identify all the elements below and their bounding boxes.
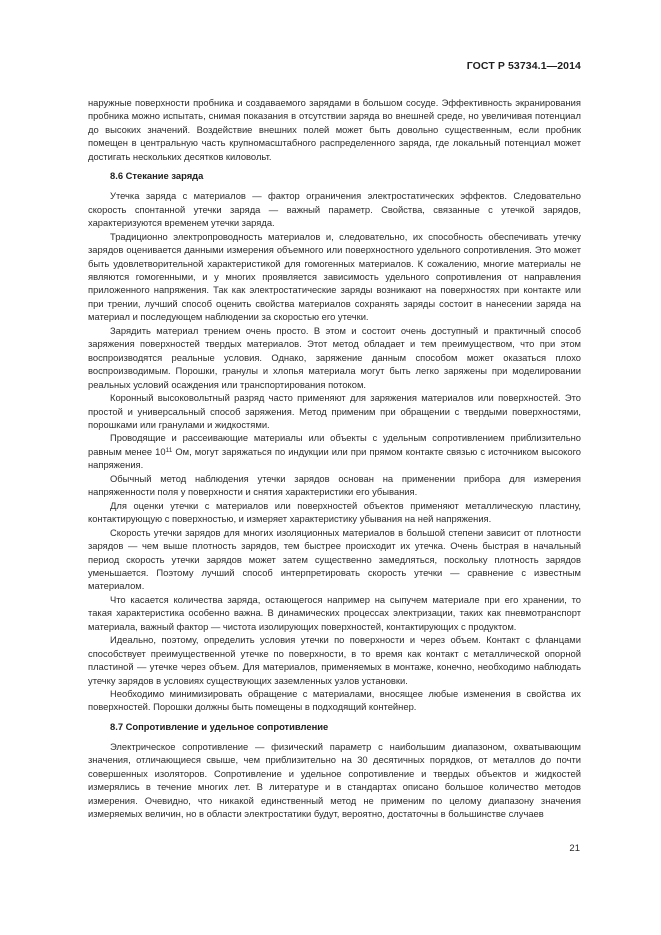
paragraph: Для оценки утечки с материалов или поверхностей объектов применяют металлическую пластину, контактирующую с поверхностью, и измеряет характеристику убывания на ней напряжения.: [88, 499, 581, 525]
paragraph: Что касается количества заряда, остающегося например на сыпучем материале при его хранении, то такая характеристика особенно важна. В динамических процессах электризации, таких как пневмотранспорт материала, важный фактор — чистота изолирующих поверхностей, контактирующих с продуктом.: [88, 593, 581, 632]
document-id-header: ГОСТ Р 53734.1—2014: [466, 60, 581, 72]
paragraph: Электрическое сопротивление — физический параметр с наибольшим диапазоном, охватывающим значения, отличающиеся свыше, чем приблизительно на 30 десятичных порядков, от металлов до почти совершенных изоляторов. Сопротивление и удельное сопротивление и твердых объектов и жидкостей измерялись в течение многих лет. В литературе и в стандартах описано большое количество методов измерения. Очевидно, что никакой единственный метод не применим по целому диапазону значения измеряемых величин, но в области электростатики будут, вероятно, достаточны в большинстве случаев: [88, 740, 581, 820]
paragraph: Утечка заряда с материалов — фактор ограничения электростатических эффектов. Следовательно скорость спонтанной утечки заряда — важный параметр. Свойства, связанные с утечкой зарядов, характеризуются временем утечки заряда.: [88, 190, 581, 229]
paragraph: Зарядить материал трением очень просто. В этом и состоит очень доступный и практичный способ заряжения поверхностей твердых материалов. Этот метод обладает и тем преимуществом, что при этом воспроизводятся реальные условия. Однако, заряжение данным способом может оказаться плохо воспроизводимым. Порошки, гранулы и хлопья материала могут быть легко заряжены при моделировании реальных условий осаждения или транспортирования потоком.: [88, 324, 581, 390]
page-content: [88, 96, 581, 821]
paragraph: Коронный высоковольтный разряд часто применяют для заряжения материалов или поверхностей. Это простой и универсальный способ заряжения. Метод применим при обращении с твердыми поверхностями, порошками или гранулами и жидкостями.: [88, 392, 581, 430]
paragraph: Скорость утечки зарядов для многих изоляционных материалов в большой степени зависит от плотности зарядов — чем выше плотность зарядов, тем быстрее происходит их утечка. Очень быстрая в начальный период скорость утечки зарядов может затем существенно замедляться, поскольку плотность зарядов уменьшается. Поэтому лучший способ интерпретировать скорость утечки — сравнение с известным материалом.: [88, 526, 581, 592]
section-8-7-title: 8.7 Сопротивление и удельное сопротивление: [110, 720, 329, 732]
paragraph: Необходимо минимизировать обращение с материалами, вносящее любые изменения в свойства их поверхностей. Порошки должны быть помещены в подходящий контейнер.: [88, 688, 581, 713]
paragraph-resistivity: [88, 431, 581, 471]
intro-paragraph: наружные поверхности пробника и создаваемого зарядами в большом сосуде. Эффективность экранирования пробника можно испытать, снимая показания в отсутствии заряда во внешней среде, но увеличивая потенциал до высоких значений. Воздействие внешних полей может быть довольно существенным, если пробник помещен в центральную часть крупномасштабного распределенного заряда, где локальный потенциал может достигать нескольких десятков киловольт.: [88, 97, 581, 162]
paragraph: Идеально, поэтому, определить условия утечки по поверхности и через объем. Контакт с фланцами способствует преимущественной утечке по поверхности, в то время как контакт с металлической опорной пластиной — утечке через объем. Для материалов, применяемых в монтаже, конечно, необходимо наблюдать утечку зарядов в условиях существующих заземленных узлов установки.: [88, 634, 581, 686]
paragraph: Обычный метод наблюдения утечки зарядов основан на применении прибора для измерения напряженности поля у поверхности и снятия характеристики его убывания.: [88, 472, 581, 498]
paragraph-text: Проводящие и рассеивающие материалы или объекты с удельным сопротивлением приблизительно равным менее 10: [88, 432, 581, 457]
page-number: 21: [569, 843, 580, 854]
section-8-6-title: 8.6 Стекание заряда: [110, 170, 204, 182]
paragraph: Традиционно электропроводность материалов и, следовательно, их способность обеспечивать утечку зарядов оценивается данными измерения объемного или поверхностного удельного сопротивления. Это может быть удовлетворительной характеристикой для гомогенных материалов. К сожалению, многие материалы не являются гомогенными, и у многих проявляется зависимость удельного сопротивления от направления приложенного напряжения. Так как электростатические заряды возникают на поверхностях при контакте или при трении, лучший способ оценить свойства материалов сохранять заряды состоит в нанесении заряда на материал и последующем наблюдении за скоростью его утечки.: [88, 230, 581, 323]
exponent: 11: [165, 446, 173, 454]
paragraph-text: Ом, могут заряжаться по индукции или при прямом контакте связью с источником высокого напряжения.: [88, 445, 582, 471]
